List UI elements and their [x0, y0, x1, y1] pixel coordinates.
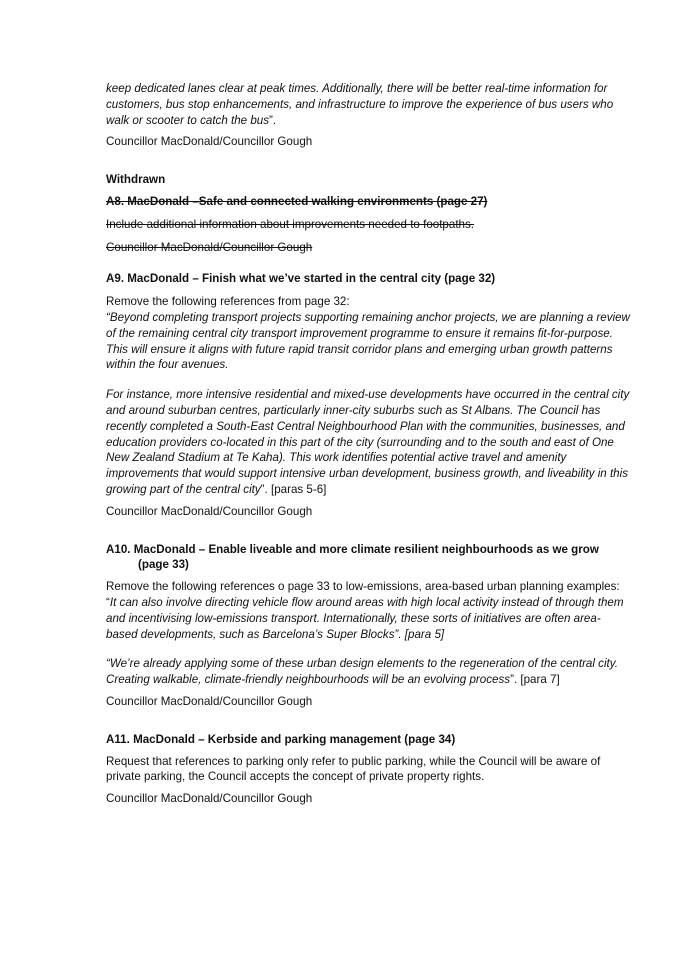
a10-quote-1 — [106, 595, 632, 642]
a8-body: Include additional information about improvements needed to footpaths. — [106, 217, 475, 231]
a8-heading: A8. MacDonald –Safe and connected walking environments (page 27) — [106, 194, 488, 208]
a10-intro: Remove the following references o page 33 to low-emissions, area-based urban planning examples: — [106, 580, 620, 594]
document-content — [106, 81, 632, 807]
a9-quote-2 — [106, 387, 632, 498]
withdrawn-label: Withdrawn — [106, 173, 166, 187]
intro-quote-text: keep dedicated lanes clear at peak times. Additionally, there will be better real-time information for customers, bus stop enhancements, and infrastructure to improve the experience of bus users who walk or scooter to catch the bus — [106, 82, 614, 127]
a10-quote-2-text: “We’re already applying some of these urban design elements to the regeneration of the central city. Creating walkable, climate-friendly neighbourhoods will be an evolving process — [106, 657, 618, 687]
a9-quote-1: “Beyond completing transport projects supporting remaining anchor projects, we are planning a review of the remaining central city transport improvement programme to ensure it remains fit-for-purpose. This will ensure it aligns with future rapid transit corridor plans and emerging urban growth patterns within the four avenues. — [106, 310, 630, 372]
a10-movers: Councillor MacDonald/Councillor Gough — [106, 694, 313, 708]
a9-quote-2-ref: ”. [paras 5-6] — [260, 482, 327, 496]
a9-intro: Remove the following references from page 32: — [106, 295, 350, 309]
a11-movers: Councillor MacDonald/Councillor Gough — [106, 792, 313, 806]
a9-quote-2-text: For instance, more intensive residential and mixed-use developments have occurred in the central city and around suburban centres, particularly inner-city suburbs such as St Albans. The Council has recently completed a South-East Central Neighbourhood Plan with the communities, businesses, and education providers co-located in this part of the city (surrounding and to the south and east of One New Zealand Stadium at Te Kaha). This work identifies potential active travel and amenity improvements that would support intensive urban development, business growth, and liveability in this growing part of the central city — [106, 388, 630, 496]
intro-quote-close: ”. — [269, 113, 277, 127]
a10-quote-1-text: It can also involve directing vehicle flow around areas with high local activity instead of through them and incentivising low-emissions transport. Internationally, these sorts of initiatives are often area-based developments, such as Barcelona’s Super Blocks”. [para 5] — [106, 595, 624, 641]
intro-quote — [106, 81, 632, 128]
a9-movers: Councillor MacDonald/Councillor Gough — [106, 504, 313, 518]
a11-heading: A11. MacDonald – Kerbside and parking management (page 34) — [106, 732, 456, 746]
a11-body: Request that references to parking only refer to public parking, while the Council will be aware of private parking, the Council accepts the concept of private property rights. — [106, 754, 601, 784]
a10-heading-cont: (page 33) — [138, 558, 189, 572]
a10-quote-2-ref: ”. [para 7] — [510, 673, 560, 687]
intro-movers: Councillor MacDonald/Councillor Gough — [106, 135, 313, 149]
a9-heading: A9. MacDonald – Finish what we’ve started in the central city (page 32) — [106, 272, 496, 286]
a10-quote-1-open: “ — [106, 595, 110, 609]
a8-movers: Councillor MacDonald/Councillor Gough — [106, 240, 313, 254]
a10-quote-2 — [106, 656, 632, 688]
a10-heading: A10. MacDonald – Enable liveable and more climate resilient neighbourhoods as we grow — [106, 542, 599, 556]
